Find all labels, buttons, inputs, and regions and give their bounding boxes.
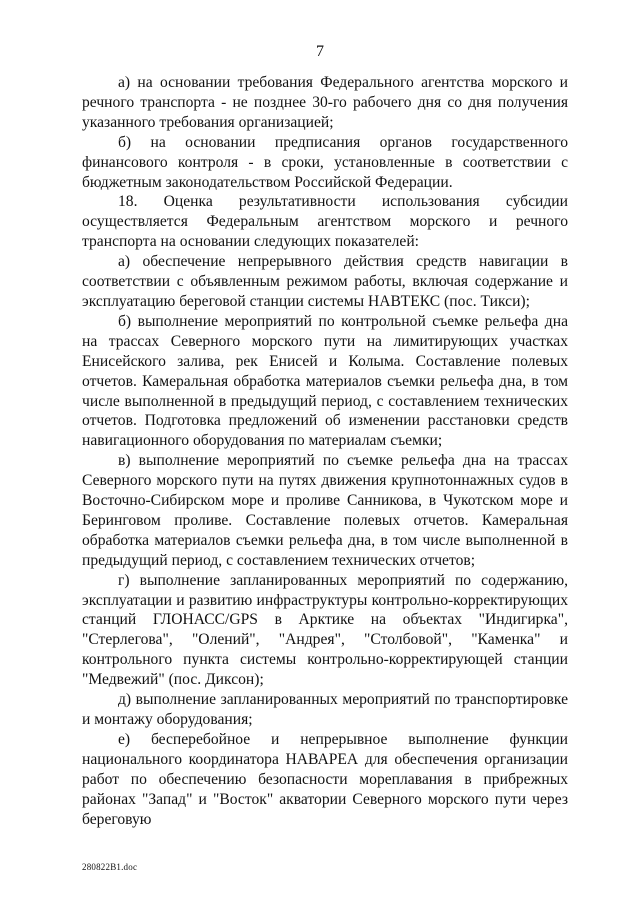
paragraph-a-demand: а) на основании требования Федерального агентства морского и речного транспорта - не позднее 30-го рабочего дня со дня получения указанного требования организацией; bbox=[82, 74, 568, 131]
indicator-f-navarea: е) бесперебойное и непрерывное выполнение функции национального координатора НАВАРЕА для обеспечения организации работ по обеспечению безопасности мореплавания в прибрежных районах "Запад" и "Восток" акватории Северного морского пути через береговую bbox=[82, 730, 568, 828]
indicator-e-transport: д) выполнение запланированных мероприятий по транспортировке и монтажу оборудования; bbox=[82, 691, 568, 728]
page-number: 7 bbox=[316, 43, 324, 60]
file-footer: 280822В1.doc bbox=[82, 862, 138, 872]
paragraph-18-assessment: 18. Оценка результативности использования субсидии осуществляется Федеральным агентством морского и речного транспорта на основании следующих показателей: bbox=[82, 193, 568, 251]
document-body bbox=[82, 73, 568, 829]
indicator-a-navigation: а) обеспечение непрерывного действия средств навигации в соответствии с объявленным режимом работы, включая содержание и эксплуатацию береговой станции системы НАВТЕКС (пос. Тикси); bbox=[82, 253, 568, 310]
paragraph-b-order: б) на основании предписания органов государственного финансового контроля - в сроки, установленные в соответствии с бюджетным законодательством Российской Федерации. bbox=[82, 133, 568, 191]
indicator-d-glonass-stations: г) выполнение запланированных мероприятий по содержанию, эксплуатации и развитию инфраструктуры контрольно-корректирующих станций ГЛОНАСС/GPS в Арктике на объектах "Индигирка", "Стерлегова", "Олений", "Андрея", "Столбовой", "Каменка" и контрольного пункта системы контрольно-корректирующей станции "Медвежий" (пос. Диксон); bbox=[82, 571, 568, 689]
indicator-c-seabed-survey: в) выполнение мероприятий по съемке рельефа дна на трассах Северного морского пути на путях движения крупнотоннажных судов в Восточно-Сибирском море и проливе Санникова, в Чукотском море и Беринговом проливе. Составление полевых отчетов. Камеральная обработка материалов съемки рельефа дна, в том числе выполненной в предыдущий период, с составлением технических отчетов; bbox=[82, 452, 568, 569]
indicator-b-control-survey: б) выполнение мероприятий по контрольной съемке рельефа дна на трассах Северного морского пути на лимитирующих участках Енисейского залива, рек Енисей и Колыма. Составление полевых отчетов. Камеральная обработка материалов съемки рельефа дна, в том числе выполненной в предыдущий период, с составлением технических отчетов. Подготовка предложений об изменении расстановки средств навигационного оборудования по материалам съемки; bbox=[82, 312, 568, 450]
